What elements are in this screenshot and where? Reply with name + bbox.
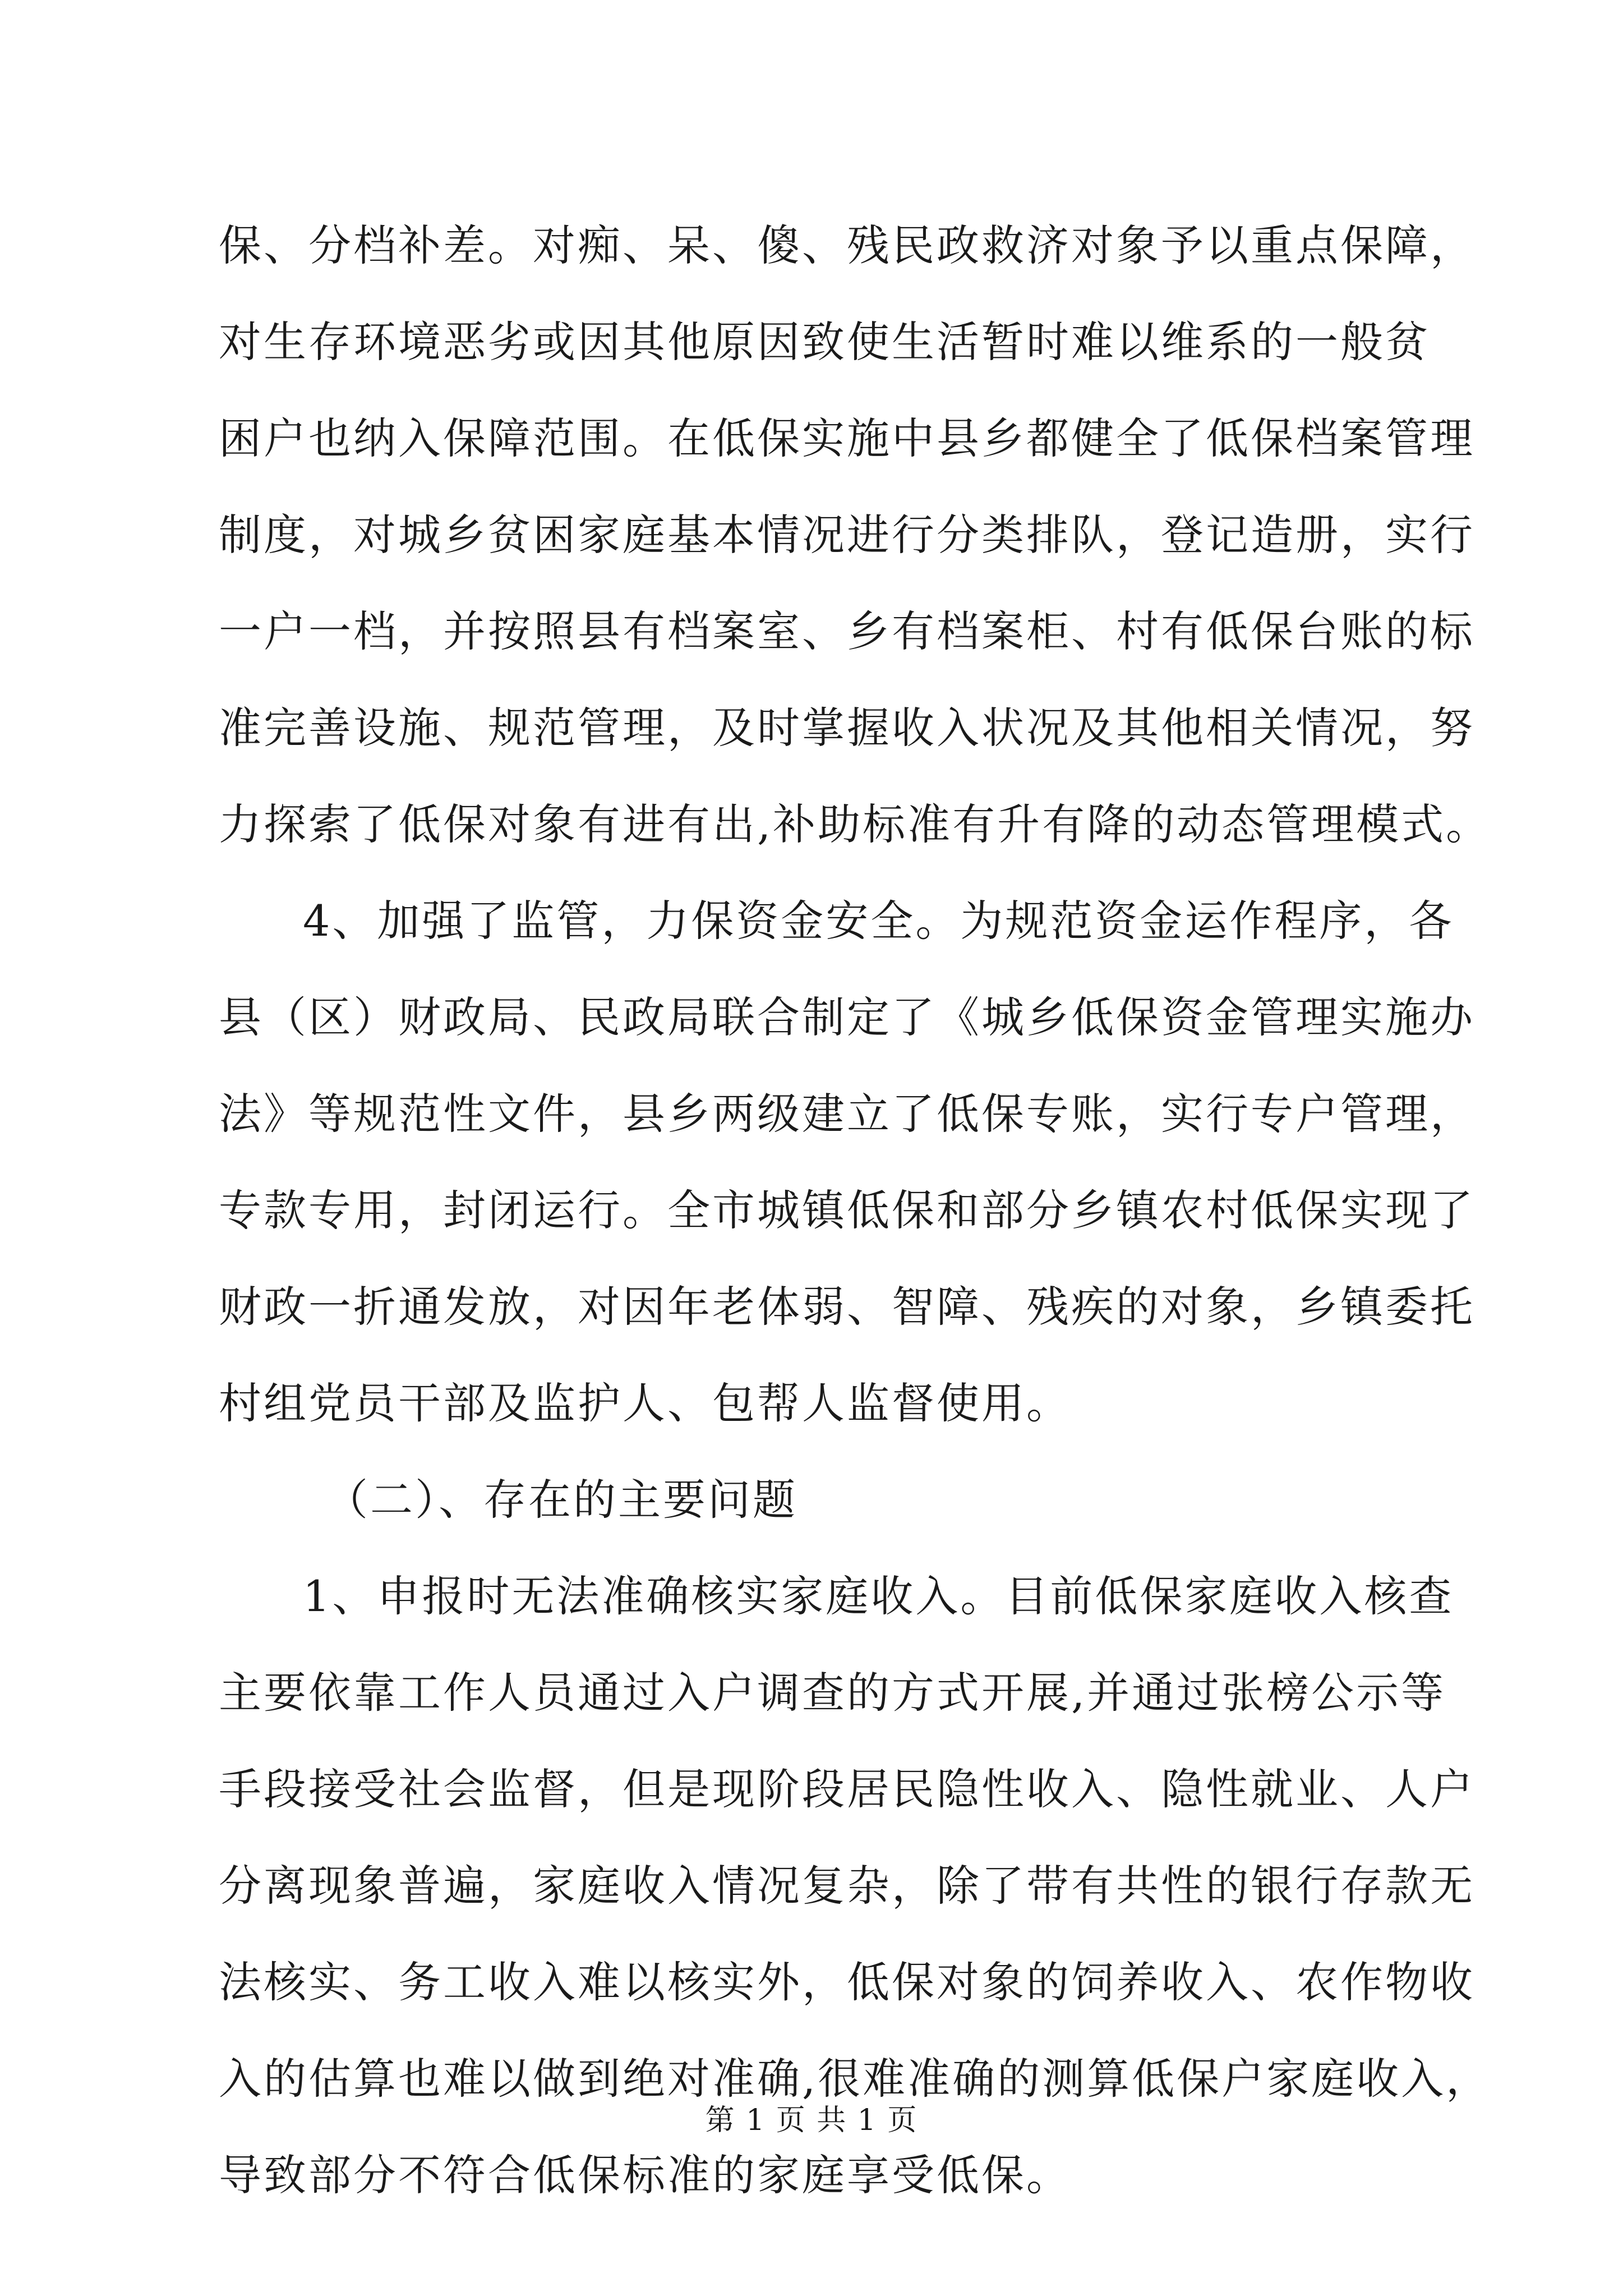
text-line: 财政一折通发放，对因年老体弱、智障、残疾的对象，乡镇委托 <box>219 1282 1475 1332</box>
paragraph-start-line: 4、加强了监管，力保资金安全。为规范资金运作程序，各 <box>303 896 1454 946</box>
text-line: 村组党员干部及监护人、包帮人监督使用。 <box>219 1378 1071 1428</box>
text-line: 入的估算也难以做到绝对准确,很难准确的测算低保户家庭收入， <box>219 2054 1491 2104</box>
text-line: 准完善设施、规范管理，及时掌握收入状况及其他相关情况，努 <box>219 703 1475 753</box>
section-heading: （二）、存在的主要问题 <box>325 1475 797 1525</box>
text-line: 县（区）财政局、民政局联合制定了《城乡低保资金管理实施办 <box>219 992 1475 1042</box>
text-line: 力探索了低保对象有进有出,补助标准有升有降的动态管理模式。 <box>219 799 1491 849</box>
text-line: 对生存环境恶劣或因其他原因致使生活暂时难以维系的一般贫 <box>219 317 1430 367</box>
text-line: 专款专用，封闭运行。全市城镇低保和部分乡镇农村低保实现了 <box>219 1185 1475 1235</box>
page-number-footer: 第 1 页 共 1 页 <box>705 2104 918 2137</box>
text-line: 困户也纳入保障范围。在低保实施中县乡都健全了低保档案管理 <box>219 413 1475 463</box>
text-line: 法核实、务工收入难以核实外，低保对象的饲养收入、农作物收 <box>219 1957 1475 2007</box>
text-line: 主要依靠工作人员通过入户调查的方式开展,并通过张榜公示等 <box>219 1668 1446 1718</box>
text-line: 分离现象普遍，家庭收入情况复杂，除了带有共性的银行存款无 <box>219 1861 1475 1911</box>
text-line: 导致部分不符合低保标准的家庭享受低保。 <box>219 2150 1071 2200</box>
paragraph-start-line: 1、申报时无法准确核实家庭收入。目前低保家庭收入核查 <box>303 1571 1454 1621</box>
text-line: 手段接受社会监督，但是现阶段居民隐性收入、隐性就业、人户 <box>219 1764 1475 1814</box>
text-line: 法》等规范性文件，县乡两级建立了低保专账，实行专户管理， <box>219 1089 1475 1139</box>
text-line: 制度，对城乡贫困家庭基本情况进行分类排队，登记造册，实行 <box>219 510 1475 560</box>
text-line: 保、分档补差。对痴、呆、傻、残民政救济对象予以重点保障， <box>219 220 1475 270</box>
text-line: 一户一档，并按照县有档案室、乡有档案柜、村有低保台账的标 <box>219 606 1475 656</box>
document-body <box>219 197 1491 2224</box>
